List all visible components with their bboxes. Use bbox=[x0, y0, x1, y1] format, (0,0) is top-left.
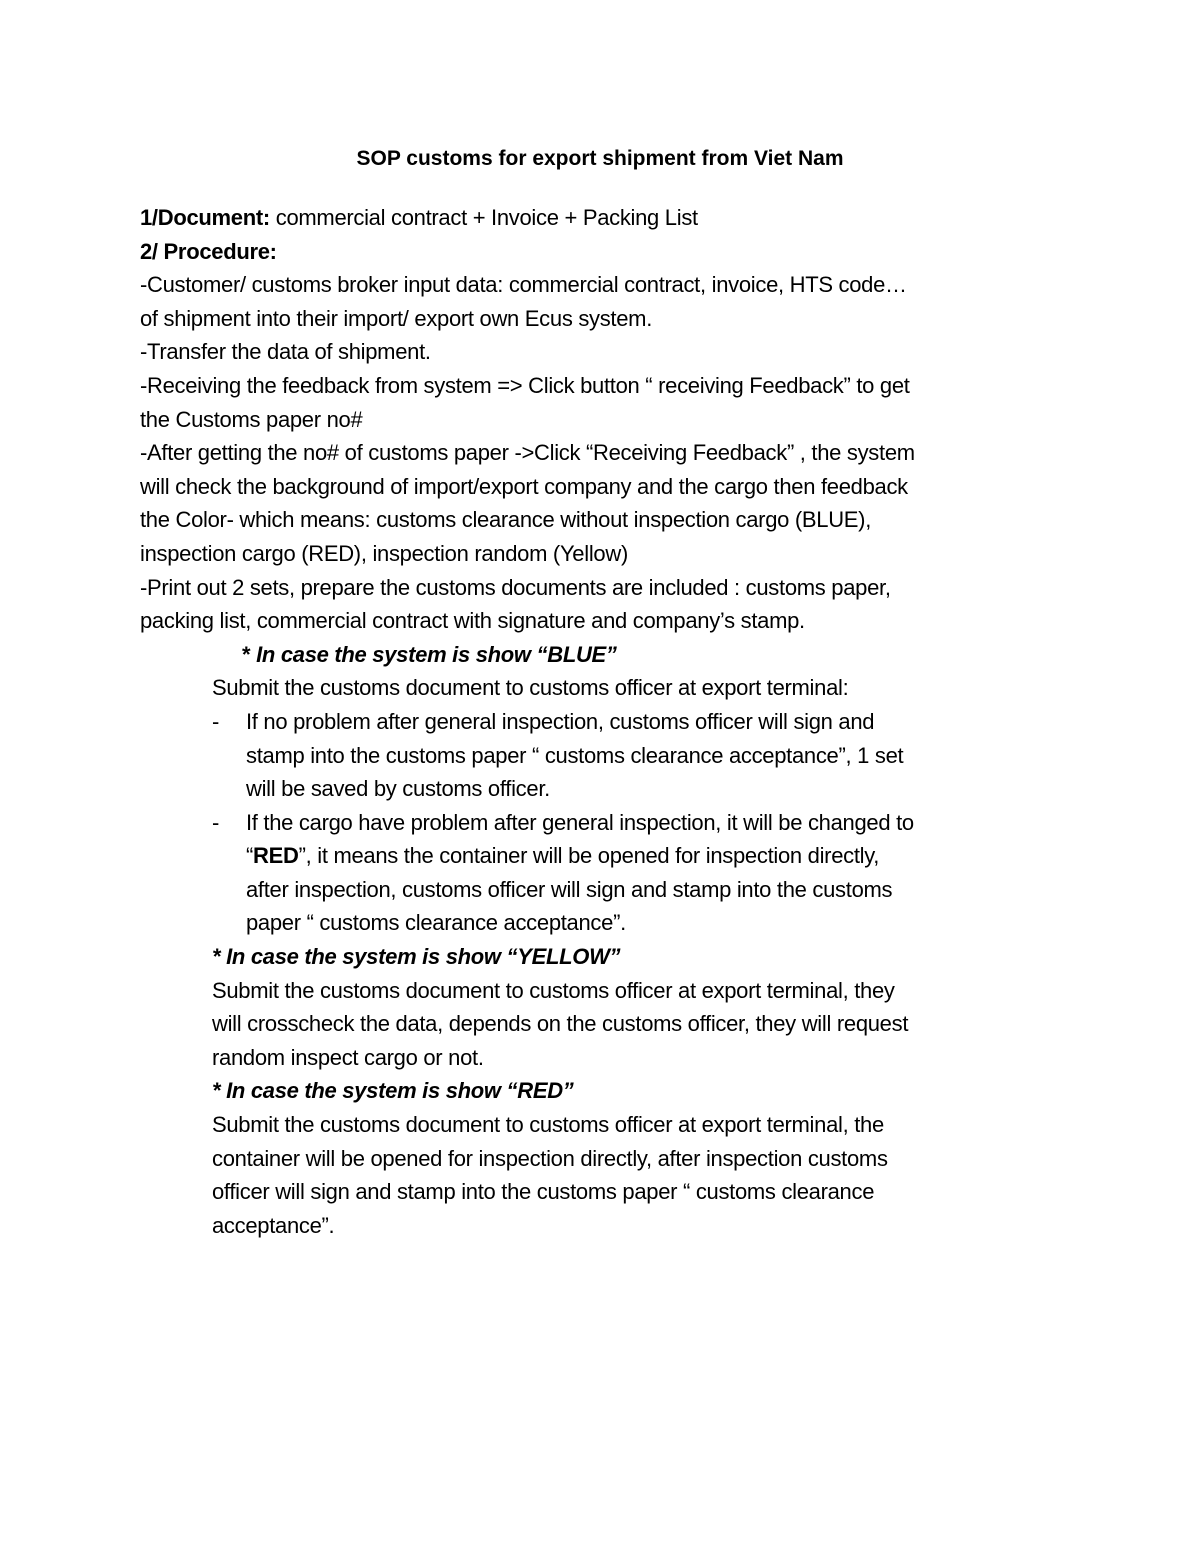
procedure-line: will check the background of import/export company and the cargo then feedback bbox=[140, 473, 908, 499]
procedure-line: -Receiving the feedback from system => Click button “ receiving Feedback” to get bbox=[140, 372, 910, 398]
list-item-continuation: will be saved by customs officer. bbox=[246, 776, 550, 802]
asterisk: * bbox=[242, 641, 257, 667]
procedure-line: -Customer/ customs broker input data: commercial contract, invoice, HTS code… bbox=[140, 272, 907, 298]
document-title: SOP customs for export shipment from Viet Nam bbox=[356, 147, 844, 170]
list-item-continuation: stamp into the customs paper “ customs clearance acceptance”, 1 set bbox=[246, 742, 904, 768]
red-case-line: container will be opened for inspection directly, after inspection customs bbox=[212, 1145, 888, 1171]
procedure-line: -Transfer the data of shipment. bbox=[140, 339, 431, 365]
list-item: - If no problem after general inspection, customs officer will sign and bbox=[140, 705, 1080, 739]
yellow-case-heading: * In case the system is show “YELLOW” bbox=[212, 944, 621, 970]
case-heading-text: In case the system is show “BLUE” bbox=[256, 641, 617, 667]
procedure-line: -After getting the no# of customs paper ->Click “Receiving Feedback” , the system bbox=[140, 440, 915, 466]
procedure-line: of shipment into their import/ export own Ecus system. bbox=[140, 305, 653, 331]
section-label: 2/ Procedure: bbox=[140, 238, 277, 264]
red-case-heading: * In case the system is show “RED” bbox=[212, 1078, 574, 1104]
yellow-case-line: Submit the customs document to customs officer at export terminal, they bbox=[212, 977, 895, 1003]
procedure-line: packing list, commercial contract with signature and company’s stamp. bbox=[140, 608, 805, 634]
blue-case-intro: Submit the customs document to customs officer at export terminal: bbox=[212, 675, 849, 701]
list-item: - If the cargo have problem after general inspection, it will be changed to bbox=[140, 806, 1080, 840]
procedure-line: -Print out 2 sets, prepare the customs documents are included : customs paper, bbox=[140, 574, 891, 600]
document-body bbox=[140, 201, 1080, 1242]
list-item-continuation: paper “ customs clearance acceptance”. bbox=[246, 910, 626, 936]
section-label: 1/Document: bbox=[140, 205, 270, 230]
dash-bullet: - bbox=[212, 708, 220, 734]
blue-case-heading bbox=[140, 638, 1080, 672]
red-case-line: acceptance”. bbox=[212, 1212, 335, 1238]
list-item-continuation: “RED”, it means the container will be opened for inspection directly, bbox=[246, 843, 880, 869]
red-case-line: officer will sign and stamp into the customs paper “ customs clearance bbox=[212, 1179, 875, 1205]
procedure-line: the Color- which means: customs clearance without inspection cargo (BLUE), bbox=[140, 507, 872, 533]
yellow-case-line: random inspect cargo or not. bbox=[212, 1044, 484, 1070]
yellow-case-line: will crosscheck the data, depends on the customs officer, they will request bbox=[212, 1011, 909, 1037]
list-item-continuation: after inspection, customs officer will sign and stamp into the customs bbox=[246, 876, 893, 902]
procedure-line: inspection cargo (RED), inspection random (Yellow) bbox=[140, 540, 628, 566]
procedure-line: the Customs paper no# bbox=[140, 406, 363, 432]
document-text: commercial contract + Invoice + Packing List bbox=[269, 205, 698, 230]
dash-bullet: - bbox=[212, 809, 220, 835]
document-line bbox=[140, 201, 1080, 235]
red-case-line: Submit the customs document to customs officer at export terminal, the bbox=[212, 1112, 884, 1138]
red-keyword: RED bbox=[253, 843, 299, 869]
procedure-heading bbox=[140, 235, 1080, 269]
